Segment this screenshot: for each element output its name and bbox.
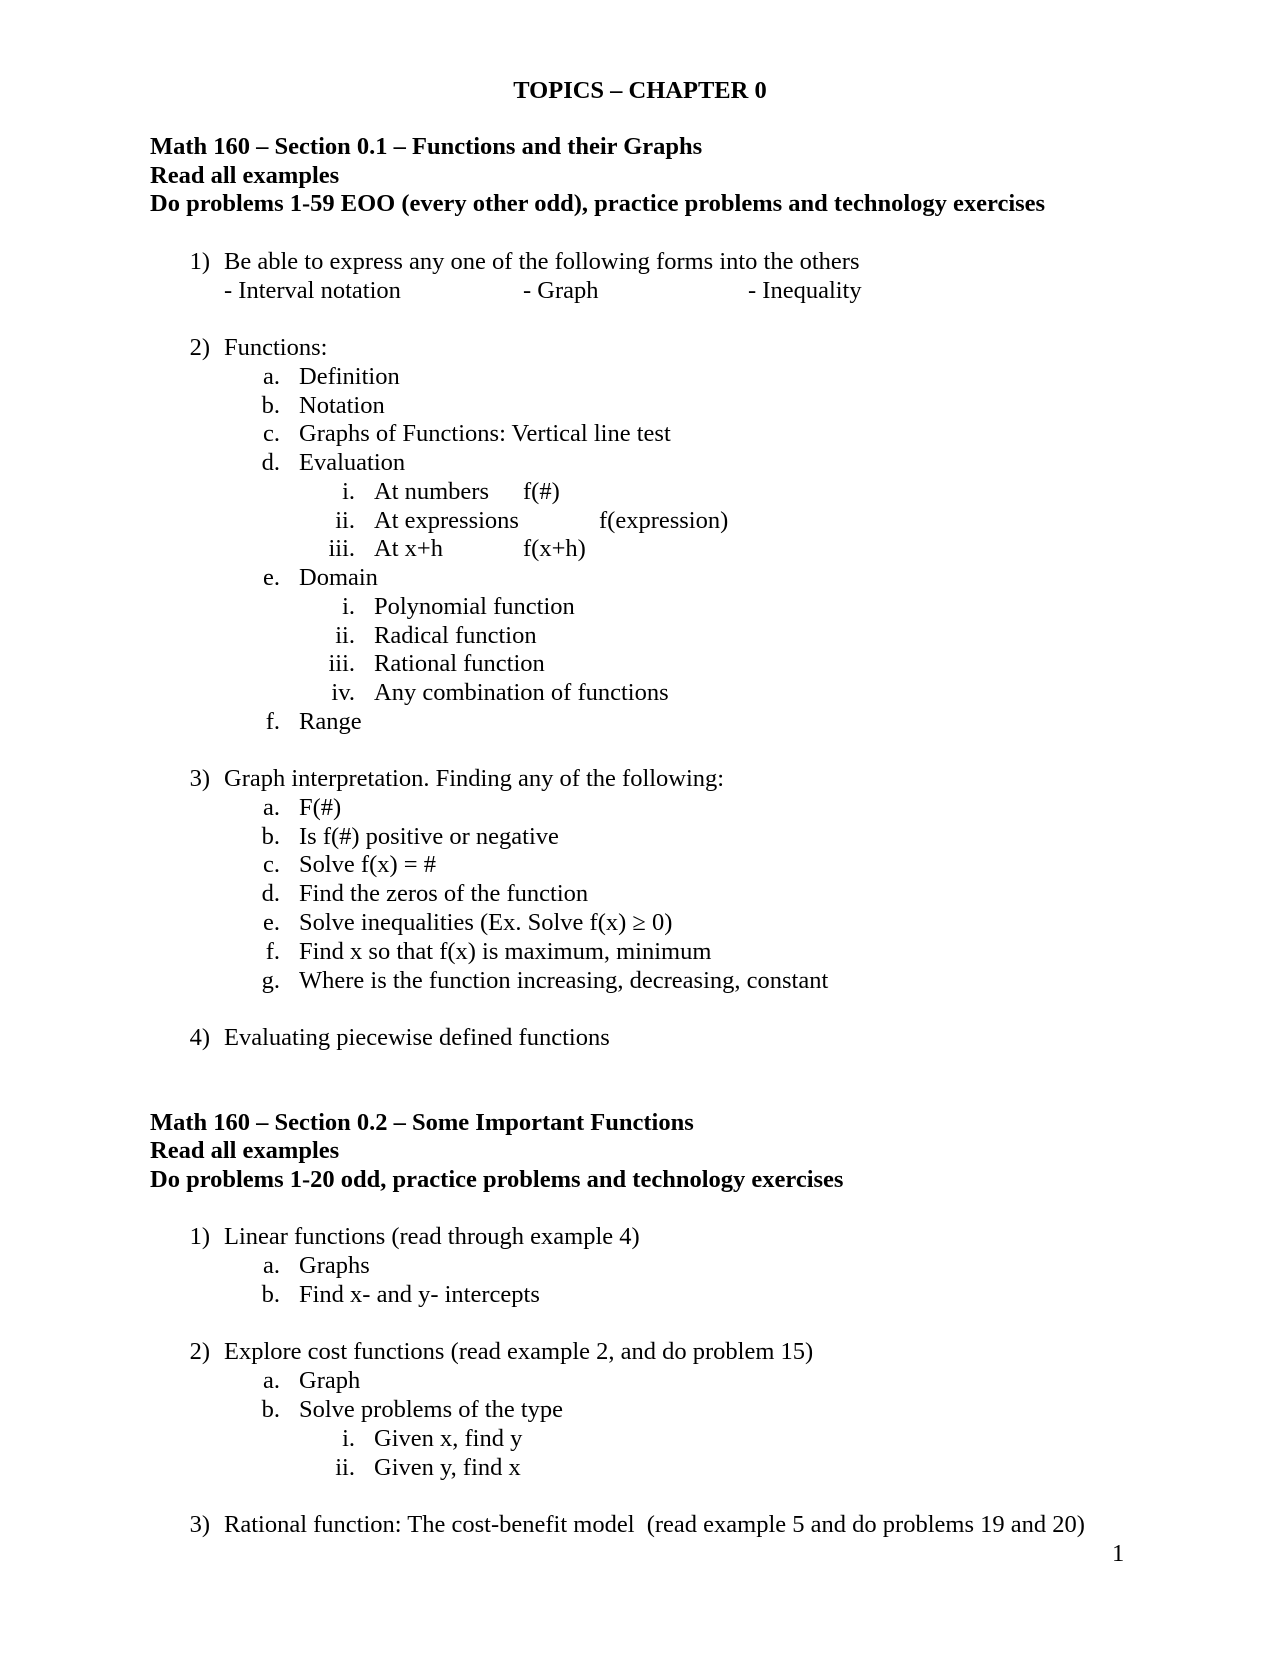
function-expression: f(#) [523,478,560,505]
sub-item-text: Find the zeros of the function [299,880,589,907]
sub-item-text: Graphs of Functions: Vertical line test [299,420,671,447]
sub-letter: f. [265,708,280,735]
list-number: 3) [189,765,210,792]
sub-item-text: Find x so that f(x) is maximum, minimum [299,938,712,965]
sub-item-text: Evaluation [299,449,406,476]
roman-numeral: i. [342,593,355,620]
list-item-text: Functions: [224,334,328,361]
roman-numeral: i. [342,1425,355,1452]
list-number: 3) [189,1511,210,1538]
sub-item-text: Is f(#) positive or negative [299,823,559,850]
form-inequality: - Inequality [748,277,862,304]
list-item-text: Graph interpretation. Finding any of the following: [224,765,725,792]
problems-instruction: Do problems 1-20 odd, practice problems and technology exercises [150,1166,844,1193]
sub-letter: d. [261,449,280,476]
section-heading: Math 160 – Section 0.1 – Functions and their Graphs [150,133,703,160]
form-interval-notation: - Interval notation [224,277,401,304]
roman-item-text: Any combination of functions [374,679,669,706]
problems-instruction: Do problems 1-59 EOO (every other odd), practice problems and technology exercises [150,190,1046,217]
roman-numeral: iii. [328,535,355,562]
page-number: 1 [1112,1540,1125,1567]
sub-item-text: Graphs [299,1252,370,1279]
sub-letter: c. [263,851,280,878]
sub-letter: a. [263,363,280,390]
sub-letter: b. [261,823,280,850]
roman-item-text: At x+h [374,535,443,562]
sub-item-text: Definition [299,363,400,390]
roman-item-text: At expressions [374,507,519,534]
roman-item-text: Given x, find y [374,1425,523,1452]
function-expression: f(expression) [599,507,729,534]
roman-numeral: iv. [331,679,355,706]
roman-numeral: ii. [335,622,355,649]
roman-numeral: i. [342,478,355,505]
sub-letter: e. [263,564,280,591]
roman-numeral: ii. [335,1454,355,1481]
sub-item-text: Graph [299,1367,361,1394]
roman-item-text: Rational function [374,650,545,677]
form-graph: - Graph [523,277,599,304]
sub-letter: b. [261,392,280,419]
sub-letter: f. [265,938,280,965]
function-expression: f(x+h) [523,535,586,562]
list-number: 1) [189,248,210,275]
sub-letter: a. [263,1367,280,1394]
sub-item-text: Solve inequalities (Ex. Solve f(x) ≥ 0) [299,909,673,936]
roman-numeral: iii. [328,650,355,677]
page-title: TOPICS – CHAPTER 0 [513,77,767,104]
list-number: 2) [189,1338,210,1365]
list-item-text: Evaluating piecewise defined functions [224,1024,610,1051]
sub-item-text: Solve f(x) = # [299,851,436,878]
read-instruction: Read all examples [150,1137,340,1164]
sub-item-text: Notation [299,392,385,419]
sub-letter: b. [261,1396,280,1423]
section-heading: Math 160 – Section 0.2 – Some Important Functions [150,1109,694,1136]
list-item-text: Rational function: The cost-benefit model (read example 5 and do problems 19 and 20) [224,1511,1085,1538]
sub-letter: a. [263,1252,280,1279]
sub-letter: b. [261,1281,280,1308]
sub-letter: d. [261,880,280,907]
roman-item-text: Polynomial function [374,593,575,620]
sub-item-text: Find x- and y- intercepts [299,1281,540,1308]
sub-item-text: Range [299,708,362,735]
sub-item-text: F(#) [299,794,342,821]
list-number: 4) [189,1024,210,1051]
sub-letter: a. [263,794,280,821]
sub-letter: c. [263,420,280,447]
read-instruction: Read all examples [150,162,340,189]
roman-item-text: Radical function [374,622,537,649]
roman-numeral: ii. [335,507,355,534]
list-item-text: Be able to express any one of the following forms into the others [224,248,860,275]
sub-letter: e. [263,909,280,936]
list-number: 2) [189,334,210,361]
roman-item-text: At numbers [374,478,489,505]
sub-letter: g. [261,967,280,994]
sub-item-text: Domain [299,564,378,591]
list-number: 1) [189,1223,210,1250]
roman-item-text: Given y, find x [374,1454,521,1481]
sub-item-text: Solve problems of the type [299,1396,564,1423]
sub-item-text: Where is the function increasing, decreasing, constant [299,967,829,994]
list-item-text: Explore cost functions (read example 2, and do problem 15) [224,1338,814,1365]
list-item-text: Linear functions (read through example 4) [224,1223,640,1250]
